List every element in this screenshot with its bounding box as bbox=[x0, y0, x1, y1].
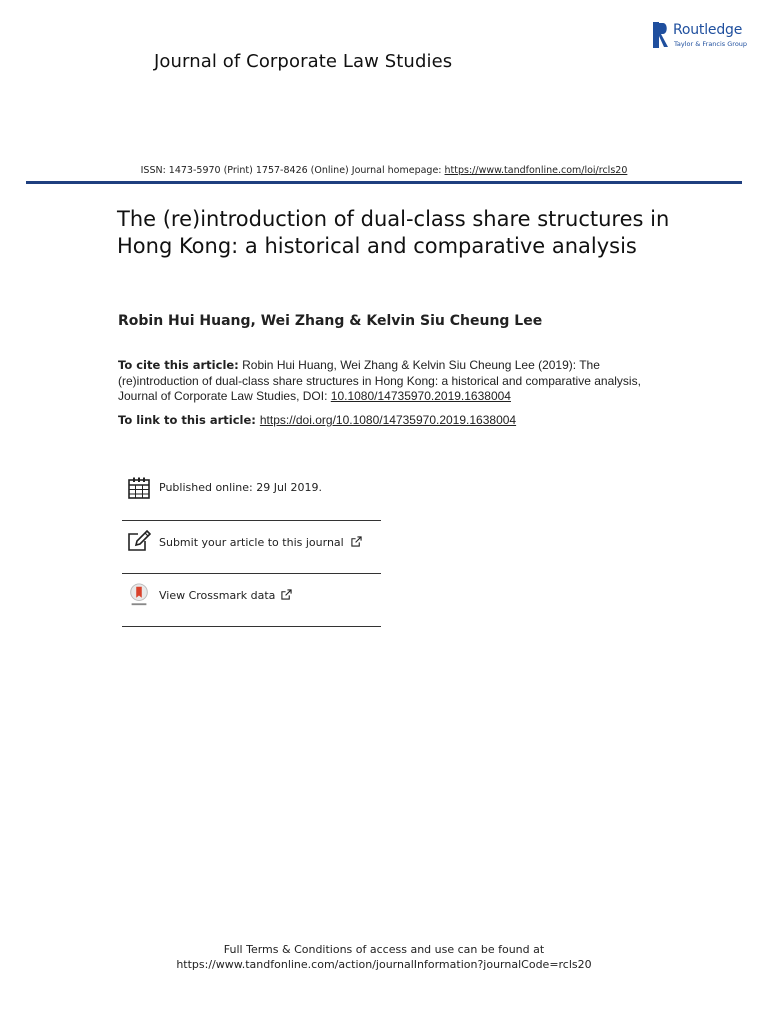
external-link-icon bbox=[281, 589, 292, 600]
crossmark-row[interactable] bbox=[122, 574, 381, 626]
header-divider bbox=[26, 181, 742, 184]
publisher-logo[interactable] bbox=[653, 20, 753, 50]
publisher-group: Taylor & Francis Group bbox=[674, 40, 748, 48]
cite-doi-link[interactable]: 10.1080/14735970.2019.1638004 bbox=[330, 389, 511, 403]
article-authors: Robin Hui Huang, Wei Zhang & Kelvin Siu Cheung Lee bbox=[118, 313, 543, 329]
cite-text: Robin Hui Huang, Wei Zhang & Kelvin Siu Cheung Lee (2019): The (re)introduction of dual-class share structures in Hong Kong: a historical and comparative analysis, Journal of Corporate Law Studies, DOI: bbox=[118, 358, 641, 403]
crossmark-icon bbox=[127, 583, 151, 607]
publisher-name: Routledge bbox=[673, 22, 743, 38]
published-online-text: Published online: 29 Jul 2019. bbox=[159, 481, 322, 494]
footer-line-1: Full Terms & Conditions of access and use can be found at bbox=[223, 943, 545, 956]
submit-article-row[interactable] bbox=[122, 521, 381, 573]
journal-name: Journal of Corporate Law Studies bbox=[154, 51, 453, 72]
issn-line bbox=[0, 165, 768, 176]
published-online-row bbox=[122, 466, 381, 518]
article-title: The (re)introduction of dual-class share structures in Hong Kong: a historical and comparative analysis bbox=[117, 207, 670, 258]
citation-block bbox=[118, 358, 658, 405]
issn-text: ISSN: 1473-5970 (Print) 1757-8426 (Online) Journal homepage: bbox=[140, 165, 445, 176]
routledge-logo-icon bbox=[653, 22, 669, 48]
article-doi-link[interactable]: https://doi.org/10.1080/14735970.2019.1638004 bbox=[259, 413, 517, 427]
cite-label: To cite this article: bbox=[118, 358, 239, 372]
external-link-icon bbox=[351, 536, 362, 547]
footer-terms-link[interactable]: https://www.tandfonline.com/action/journalInformation?journalCode=rcls20 bbox=[176, 958, 592, 971]
calendar-icon bbox=[127, 476, 151, 500]
footer-terms bbox=[0, 942, 768, 972]
crossmark-text: View Crossmark data bbox=[159, 589, 276, 602]
edit-icon bbox=[127, 529, 151, 553]
divider bbox=[122, 626, 381, 627]
article-link-line bbox=[118, 413, 516, 427]
submit-article-text: Submit your article to this journal bbox=[159, 536, 344, 549]
link-label: To link to this article: bbox=[118, 413, 256, 427]
journal-homepage-link[interactable]: https://www.tandfonline.com/loi/rcls20 bbox=[444, 165, 628, 176]
